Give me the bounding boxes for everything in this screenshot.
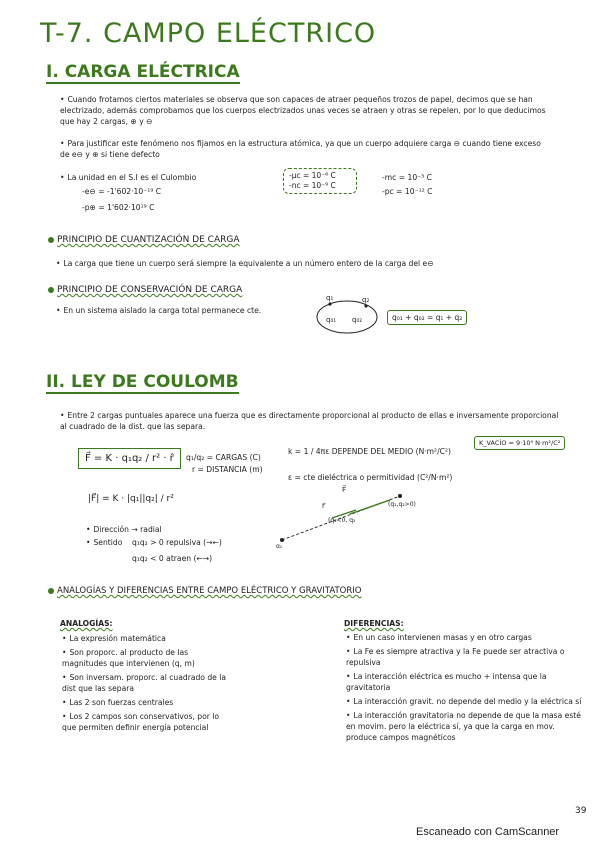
- paragraph-electrizacion: • Cuando frotamos ciertos materiales se observa que son capaces de atraer pequeños trozos de papel, decimos que se han electrizado, además comprobamos que los cuerpos electrizados unas veces se atraen y otras se repelen, por lo que deducimos que hay 2 cargas, ⊕ y ⊖: [60, 94, 550, 127]
- coulomb-force-diagram: [270, 478, 440, 548]
- difference-item: • La interacción gravitatoria no depende de que la masa esté en movim. pero la eléctrica sí, ya que la carga en mov. produce campos magnéticos: [346, 710, 582, 743]
- principle-conservation-text: • En un sistema aislado la carga total permanece cte.: [56, 305, 261, 316]
- k-definition: k = 1 / 4πε DEPENDE DEL MEDIO (N·m²/C²): [288, 447, 451, 456]
- section-heading-coulomb: II. LEY DE COULOMB: [46, 372, 239, 392]
- paragraph-estructura-atomica: • Para justificar este fenómeno nos fijamos en la estructura atómica, ya que un cuerpo adquiere carga ⊖ cuando tiene exceso de e⊖ y ⊕ si tiene defecto: [60, 138, 550, 160]
- microcoulomb: -μc = 10⁻⁶ C: [289, 171, 336, 180]
- analogy-item: • Son proporc. al producto de las magnitudes que intervienen (q, m): [62, 647, 232, 669]
- k-vacuum-box: K_VACÍO = 9·10⁹ N·m²/C²: [474, 436, 565, 450]
- isolated-system-diagram: [312, 292, 382, 338]
- analogy-item: • Los 2 campos son conservativos, por lo que permiten definir energía potencial: [62, 711, 232, 733]
- diagram-force-label: F⃗: [342, 486, 347, 494]
- direction-radial: • Dirección → radial: [86, 524, 162, 535]
- principle-conservation-heading: PRINCIPIO DE CONSERVACIÓN DE CARGA: [48, 285, 242, 295]
- conservation-formula: q₀₁ + q₀₂ = q₁ + q₂: [387, 310, 467, 325]
- diagram-q1-label: q₁: [276, 543, 283, 548]
- picocoulomb: -pc = 10⁻¹² C: [382, 187, 433, 196]
- sense-attractive: q₁q₂ < 0 atraen (←→): [132, 554, 213, 563]
- difference-item: • La interacción gravit. no depende del medio y la eléctrica sí: [346, 696, 582, 707]
- section-heading-carga: I. CARGA ELÉCTRICA: [46, 62, 240, 82]
- sense-repulsive: q₁q₂ > 0 repulsiva (→←): [132, 538, 222, 547]
- analogies-title: ANALOGÍAS:: [60, 619, 113, 628]
- diagram-label-q02: q₀₂: [352, 316, 363, 324]
- diagram-r-label: r⃗: [322, 502, 325, 510]
- unit-statement: • La unidad en el S.I es el Culombio: [60, 172, 196, 183]
- analogies-heading: ANALOGÍAS Y DIFERENCIAS ENTRE CAMPO ELÉCTRICO Y GRAVITATORIO: [48, 586, 361, 596]
- difference-item: • En un caso intervienen masas y en otro cargas: [346, 632, 582, 643]
- diagram-repel-label: (q₁,q₂>0): [388, 501, 416, 508]
- proton-charge: -p⊕ = 1'602·10¹⁹ C: [82, 203, 155, 212]
- difference-item: • La interacción eléctrica es mucho + intensa que la gravitatoria: [346, 671, 582, 693]
- electron-charge: -e⊖ = -1'602·10⁻¹⁹ C: [82, 187, 162, 196]
- epsilon-definition: ε = cte dieléctrica o permitividad (C²/N·m²): [288, 473, 453, 482]
- analogies-list: [62, 633, 232, 736]
- analogy-item: • La expresión matemática: [62, 633, 232, 644]
- diagram-label-q01: q₀₁: [326, 316, 337, 324]
- principle-quantization-text: • La carga que tiene un cuerpo será siempre la equivalente a un número entero de la carga del e⊖: [56, 258, 434, 269]
- coulomb-modulus-formula: |F⃗| = K · |q₁||q₂| / r²: [88, 494, 174, 504]
- diagram-label-q1: q₁: [326, 294, 334, 302]
- analogy-item: • Las 2 son fuerzas centrales: [62, 697, 232, 708]
- difference-item: • La Fe es siempre atractiva y la Fe puede ser atractiva o repulsiva: [346, 646, 582, 668]
- page-number: 39: [575, 806, 587, 816]
- millicoulomb: -mc = 10⁻³ C: [382, 173, 432, 182]
- legend-charges: q₁/q₂ = CARGAS (C): [186, 453, 261, 462]
- analogy-item: • Son inversam. proporc. al cuadrado de la dist que las separa: [62, 672, 232, 694]
- diagram-label-q2: q₂: [362, 296, 370, 304]
- sense-label: • Sentido: [86, 537, 122, 548]
- differences-title: DIFERENCIAS:: [344, 619, 404, 628]
- coulomb-law-statement: • Entre 2 cargas puntuales aparece una fuerza que es directamente proporcional al producto de ellas e inversamente proporcional al cuadrado de la dist. que las separa.: [60, 410, 560, 432]
- legend-distance: r = DISTANCIA (m): [192, 465, 263, 474]
- principle-quantization-heading: PRINCIPIO DE CUANTIZACIÓN DE CARGA: [48, 235, 240, 245]
- differences-list: [346, 632, 582, 746]
- submultiples-box: [283, 168, 357, 194]
- diagram-attract-label: (q₁<0, q₂: [328, 517, 356, 524]
- camscanner-footer: Escaneado con CamScanner: [416, 826, 560, 838]
- page-title: T-7. CAMPO ELÉCTRICO: [40, 18, 377, 49]
- coulomb-vector-formula: F⃗ = K · q₁q₂ / r² · r̂: [78, 448, 181, 469]
- nanocoulomb: -nc = 10⁻⁹ C: [289, 181, 336, 190]
